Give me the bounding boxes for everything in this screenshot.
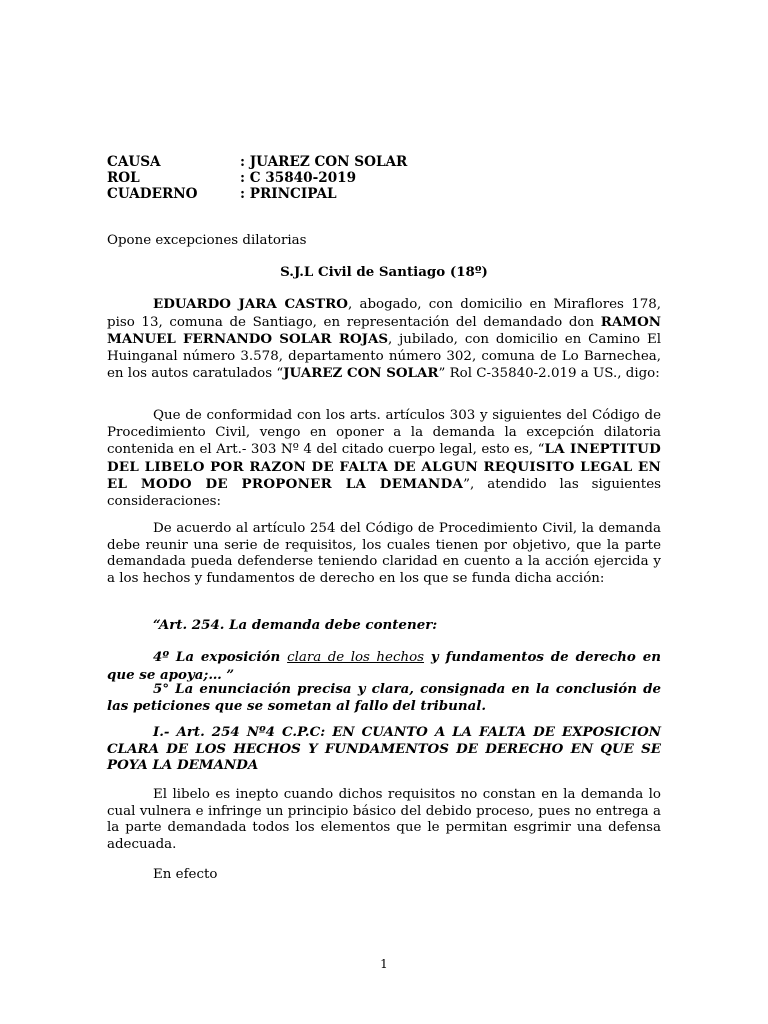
defendant-name: RAMON MANUEL FERNANDO SOLAR ROJAS [107, 313, 661, 347]
quote-underlined: clara de los hechos [287, 650, 425, 665]
paragraph-text: , jubilado, con domicilio en Camino El Huinganal número 3.578, departamento número 302, comuna de Lo Barnechea, en los autos caratulados “ [107, 332, 662, 381]
paragraph-exception [107, 408, 661, 510]
attorney-name: EDUARDO JARA CASTRO [153, 296, 348, 312]
exception-name: LA INEPTITUD DEL LIBELO POR RAZON DE FALTA DE ALGUN REQUISITO LEGAL EN EL MODO DE PROPONER LA DEMANDA [107, 441, 661, 492]
case-header-value: : JUAREZ CON SOLAR [240, 154, 408, 170]
paragraph-text: ”, atendido las siguientes consideraciones: [107, 477, 661, 509]
section-heading: I.- Art. 254 Nº4 C.P.C: EN CUANTO A LA FALTA DE EXPOSICION CLARA DE LOS HECHOS Y FUNDAMENTOS DE DERECHO EN QUE SE POYA LA DEMANDA [107, 724, 661, 773]
case-header-row [107, 170, 407, 186]
paragraph-text: Que de conformidad con los arts. artículos 303 y siguientes del Código de Procedimiento Civil, vengo en oponer a la demanda la excepción dilatoria contenida en el Art.- 303 Nº 4 del citado cuerpo legal, esto es, “ [107, 408, 661, 457]
case-header-value: : PRINCIPAL [240, 186, 337, 202]
quote-text: y fundamentos de derecho en que se apoya;… ” [107, 649, 661, 683]
court-heading: S.J.L Civil de Santiago (18º) [280, 264, 488, 280]
paragraph-closing: En efecto [153, 867, 218, 882]
quote-text: 4º La exposición [153, 649, 288, 665]
page-number: 1 [380, 957, 388, 971]
paragraph-requirements: De acuerdo al artículo 254 del Código de Procedimiento Civil, la demanda debe reunir una serie de requisitos, los cuales tienen por objetivo, que la parte demandada pueda defenderse teniendo claridad en cuento a la acción ejercida y a los hechos y fundamentos de derecho en los que se funda dicha acción: [107, 521, 661, 586]
quote-item-4 [107, 649, 661, 683]
case-header-value: : C 35840-2019 [240, 170, 357, 186]
quote-title: “Art. 254. La demanda debe contener: [153, 617, 438, 633]
paragraph-ineptitude: El libelo es inepto cuando dichos requisitos no constan en la demanda lo cual vulnera e infringe un principio básico del debido proceso, pues no entrega a la parte demandada todos los elementos que le permitan esgrimir una defensa adecuada. [107, 787, 661, 852]
subject-line: Opone excepciones dilatorias [107, 233, 307, 248]
paragraph-appearance [107, 296, 661, 383]
case-name: JUAREZ CON SOLAR [283, 365, 439, 381]
paragraph-text: , abogado, con domicilio en Miraflores 178, piso 13, comuna de Santiago, en representación del demandado don [107, 297, 662, 330]
case-header-key: ROL [107, 170, 140, 186]
case-header-key: CAUSA [107, 154, 161, 170]
quote-item-5: 5° La enunciación precisa y clara, consignada en la conclusión de las peticiones que se sometan al fallo del tribunal. [107, 681, 661, 714]
paragraph-text: ” Rol C-35840-2.019 a US., digo: [438, 366, 660, 381]
case-header-row [107, 154, 407, 170]
case-header [107, 154, 407, 202]
case-header-row [107, 186, 407, 202]
case-header-key: CUADERNO [107, 186, 198, 202]
